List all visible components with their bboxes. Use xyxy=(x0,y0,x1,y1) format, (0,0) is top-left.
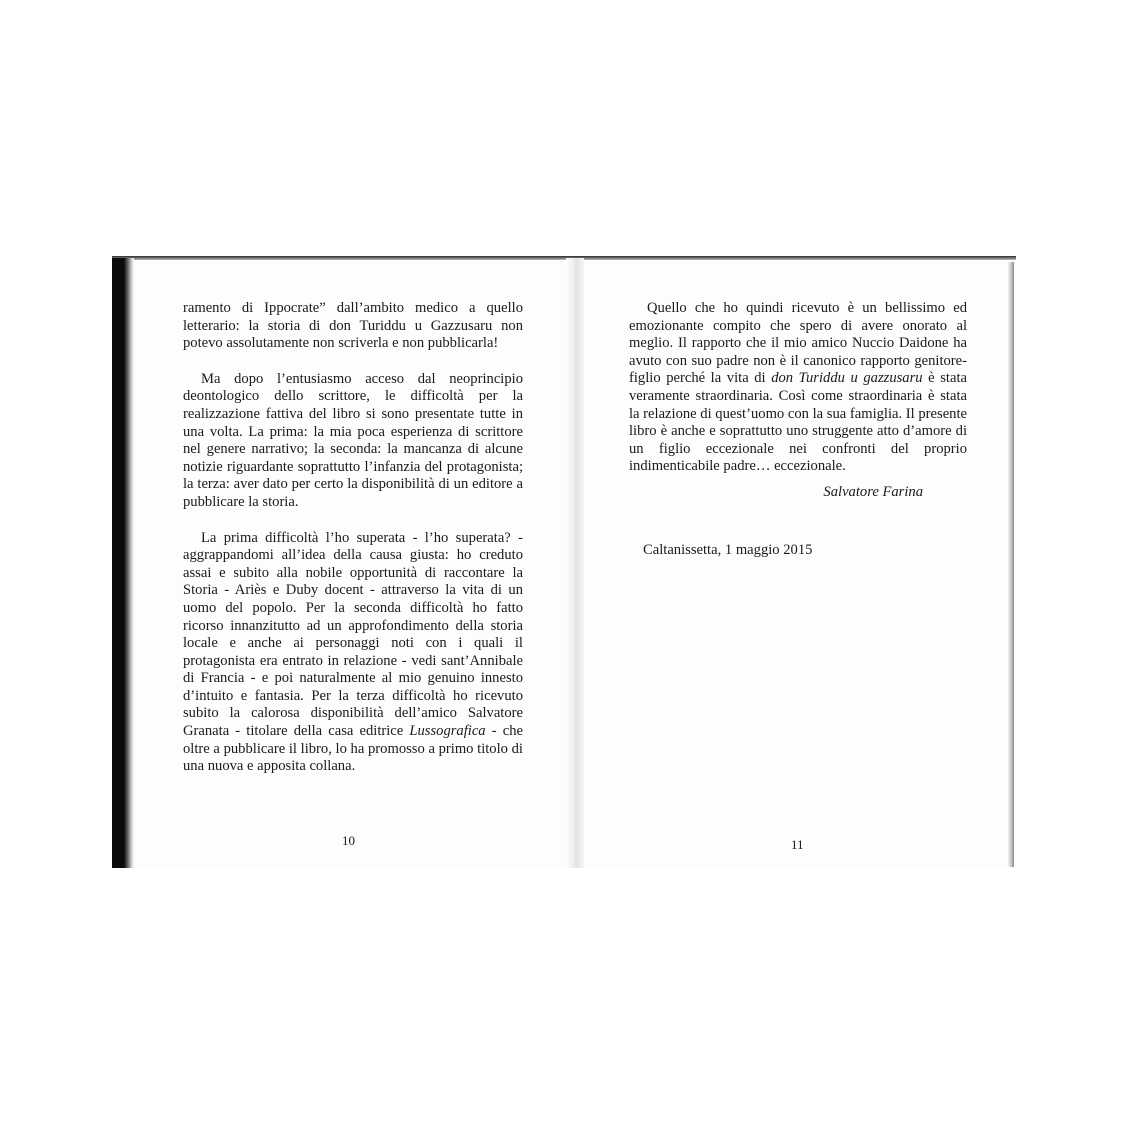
right-paragraph-1 xyxy=(629,300,967,476)
left-paragraph-1 xyxy=(183,300,523,353)
left-p1-text-b: don Turiddu u Gazzusaru xyxy=(329,317,493,334)
right-p1-text-a: Quello che ho quindi ricevuto è un bellissimo ed emozionante compito che spero di avere onorato al meglio. Il rapporto che il mio amico Nuccio Daidone ha avuto con suo padre non è il canonico rapporto genitore-figlio perché la vita di xyxy=(629,300,967,387)
page-number-right: 11 xyxy=(791,837,804,852)
book-gutter xyxy=(566,258,584,868)
left-paragraph-3 xyxy=(183,530,523,776)
scan-right-edge xyxy=(1008,262,1014,867)
left-p1-text-a: ramento di Ippocrate” dall’ambito medico a quello letterario: la storia di xyxy=(183,300,523,334)
scan-left-shadow xyxy=(112,258,134,868)
left-p3-text-c: - che oltre a pubblicare il libro, lo ha promosso a primo titolo di una nuova e apposita collana. xyxy=(183,723,523,775)
left-paragraph-2: Ma dopo l’entusiasmo acceso dal neoprincipio deontologico dello scrittore, le difficoltà per la realizzazione fattiva del libro si sono presentate tutte in una volta. La prima: la mia poca esperienza di scrittore nel genere narrativo; la seconda: la mancanza di alcune notizie riguardante soprattutto l’infanzia del protagonista; la terza: aver dato per certo la disponibilità di un editore a pubblicare la storia. xyxy=(183,370,523,510)
left-p1-text-c: non potevo assolutamente non scriverla e non pubblicarla! xyxy=(183,317,523,352)
right-page xyxy=(629,300,967,559)
left-page xyxy=(183,300,523,776)
page-number-left: 10 xyxy=(342,833,355,848)
author-signature: Salvatore Farina xyxy=(823,483,923,500)
publisher-name: Lussografica xyxy=(409,723,486,740)
right-p1-italic-name: don Turiddu u gazzusaru xyxy=(771,370,923,387)
left-p3-text-a: La prima difficoltà l’ho superata - l’ho superata? - aggrappandomi all’idea della causa giusta: ho creduto assai e subito alla nobile opportunità di raccontare la Storia - Ariès e Duby docent - attraverso la vita di un uomo del popolo. Per la seconda difficoltà ho fatto ricorso innanzitutto ad un approfondimento della storia locale e anche ai personaggi noti con i quali il protagonista era entrato in relazione - vedi sant’Annibale di Francia - e poi naturalmente al mio genuino innesto d’intuito e fantasia. Per la terza difficoltà ho ricevuto subito la calorosa disponibilità dell’amico Salvatore Granata - titolare della casa editrice xyxy=(183,529,523,740)
scan-top-edge xyxy=(112,256,1016,260)
right-p1-text-c: è stata veramente straordinaria. Così come straordinaria è stata la relazione di quest’uomo con la sua famiglia. Il presente libro è anche e soprattutto uno struggente atto d’amore di un figlio eccezionale nei confronti del proprio indimenticabile padre… eccezionale. xyxy=(629,370,967,475)
place-date-line: Caltanissetta, 1 maggio 2015 xyxy=(643,541,813,558)
